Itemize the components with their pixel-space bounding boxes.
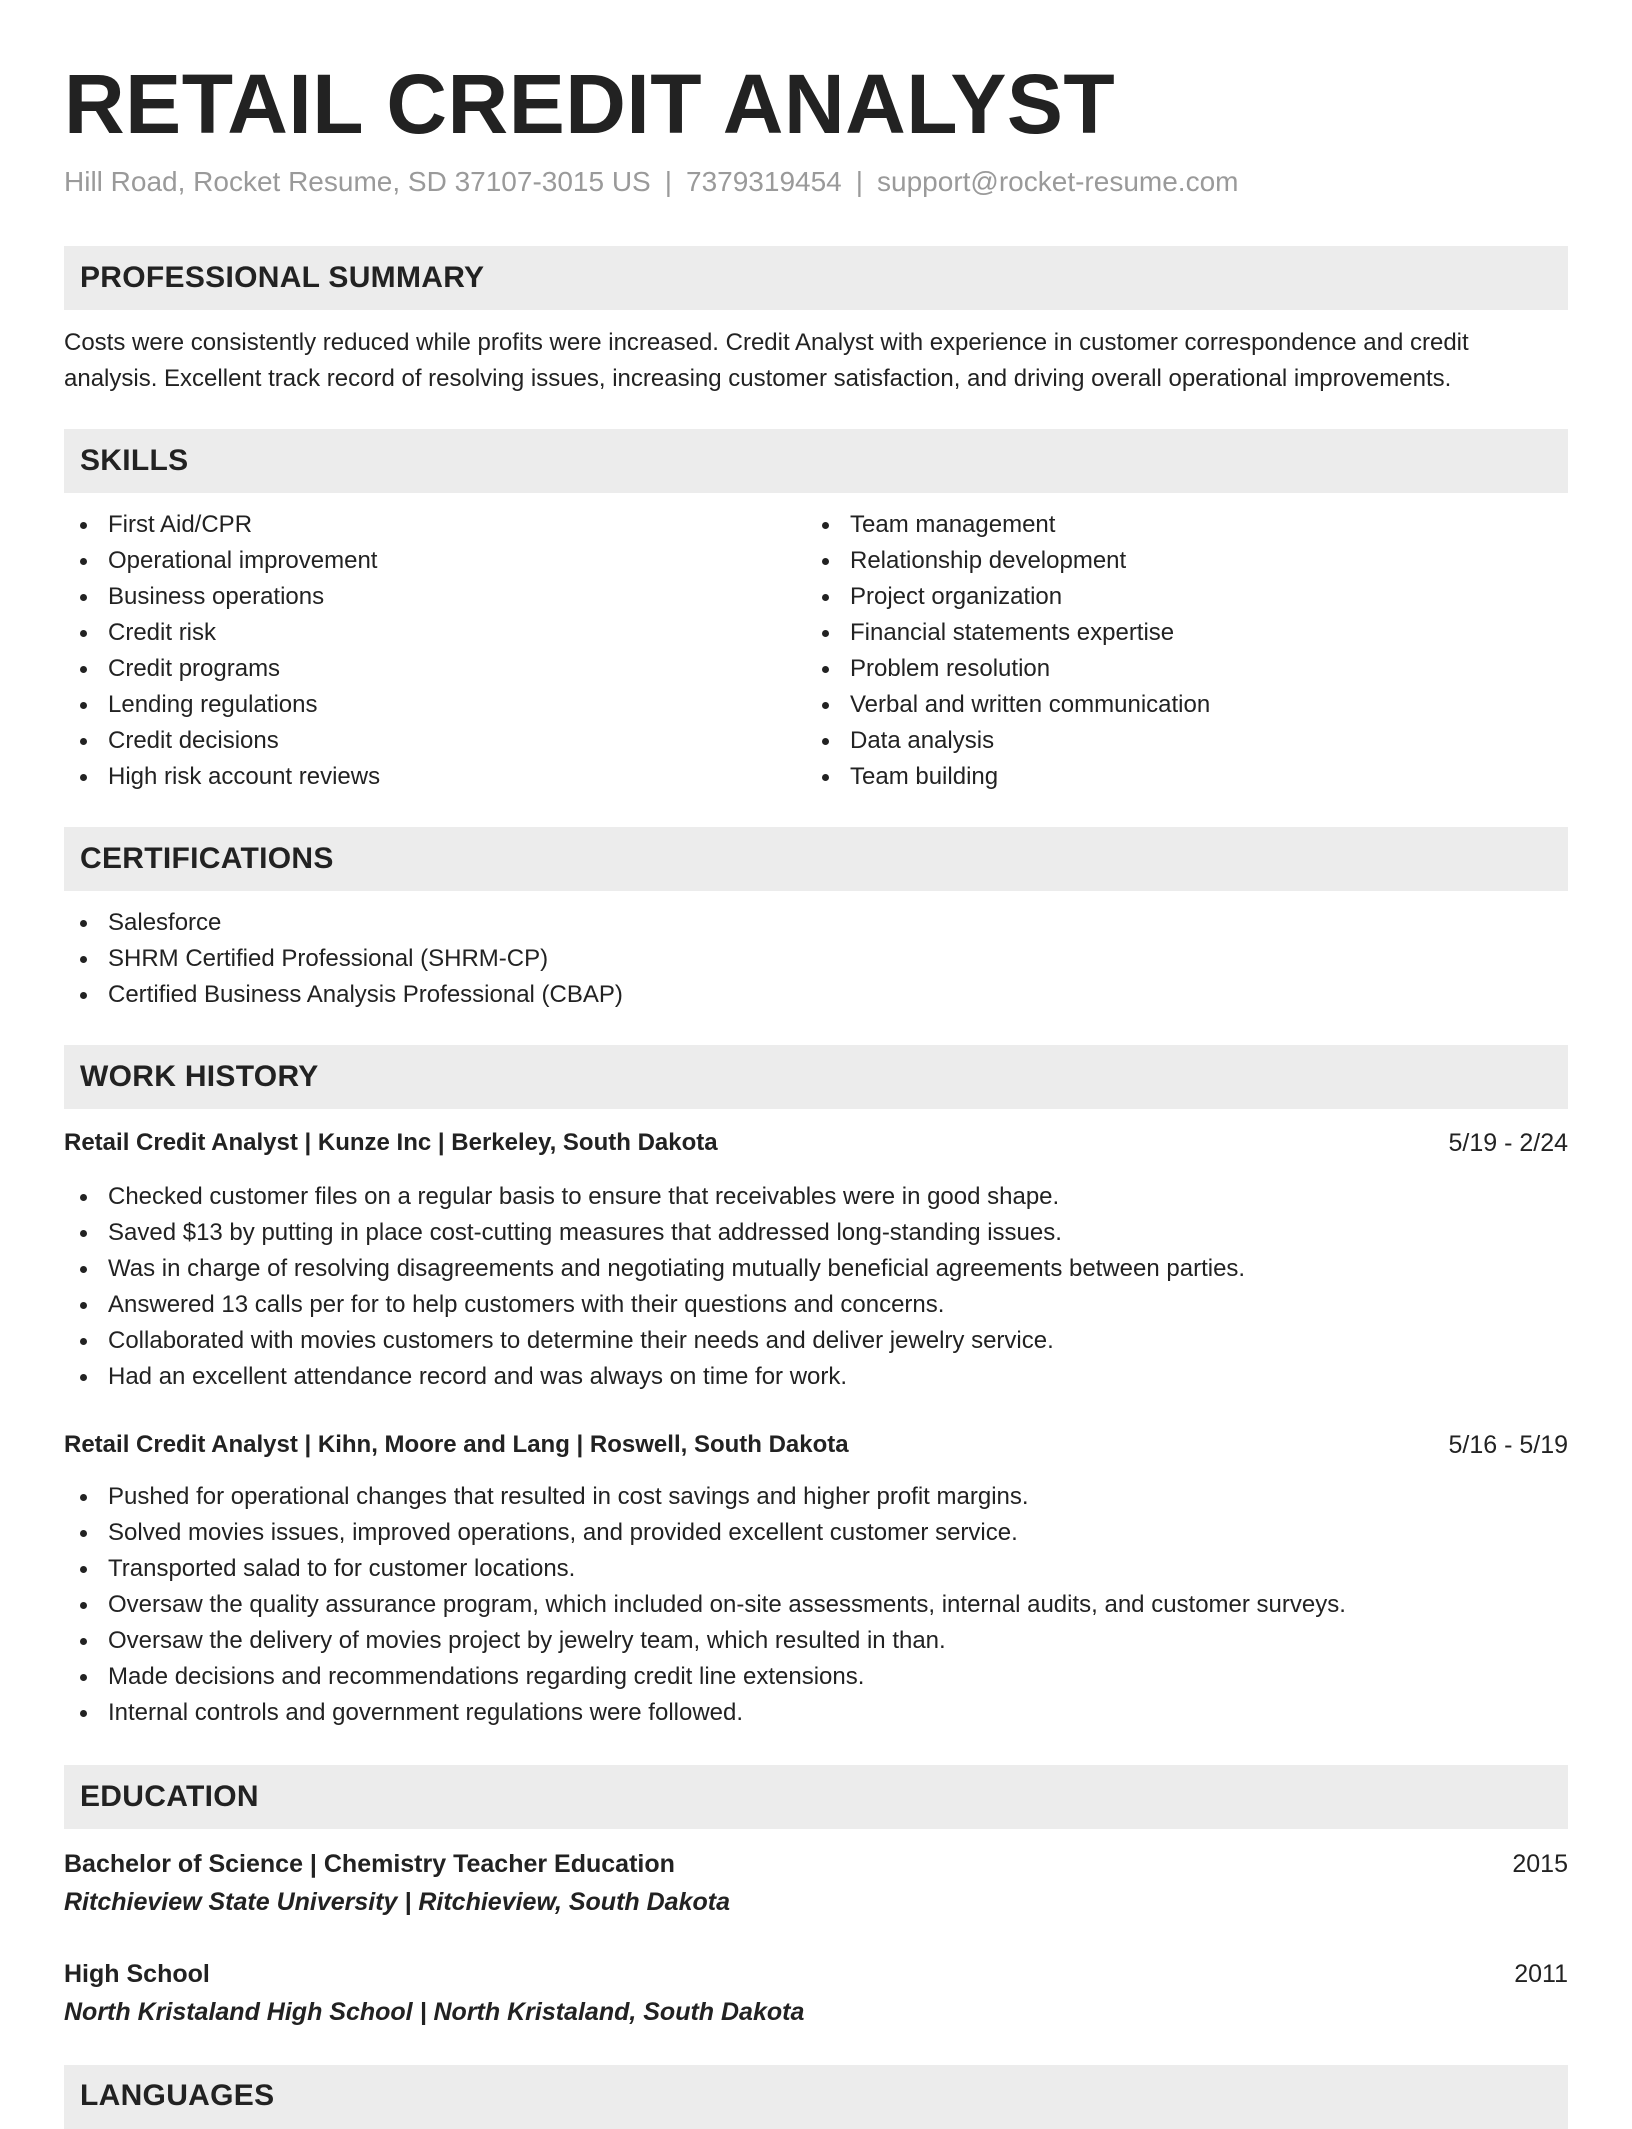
contact-email: support@rocket-resume.com bbox=[877, 166, 1239, 197]
education-school: North Kristaland High School | North Kristaland, South Dakota bbox=[64, 1998, 805, 2026]
job-bullet: Oversaw the quality assurance program, which included on-site assessments, internal audits, and customer surveys. bbox=[64, 1587, 1568, 1623]
skills-column-left bbox=[64, 507, 806, 795]
skill-item: First Aid/CPR bbox=[64, 507, 806, 543]
job-bullet: Solved movies issues, improved operations, and provided excellent customer service. bbox=[64, 1515, 1568, 1551]
job-title: Retail Credit Analyst | Kunze Inc | Berkeley, South Dakota bbox=[64, 1129, 718, 1156]
education-header bbox=[64, 1955, 1568, 1993]
job-header bbox=[64, 1427, 1568, 1463]
skill-item: Team building bbox=[806, 759, 1548, 795]
skill-item: Credit decisions bbox=[64, 723, 806, 759]
job-bullet: Answered 13 calls per for to help customers with their questions and concerns. bbox=[64, 1287, 1568, 1323]
certification-item: SHRM Certified Professional (SHRM-CP) bbox=[64, 941, 1568, 977]
skills-grid bbox=[64, 507, 1568, 795]
job-bullet: Had an excellent attendance record and was always on time for work. bbox=[64, 1359, 1568, 1395]
job-bullet: Saved $13 by putting in place cost-cutting measures that addressed long-standing issues. bbox=[64, 1215, 1568, 1251]
skill-item: Business operations bbox=[64, 579, 806, 615]
job-dates: 5/19 - 2/24 bbox=[1448, 1129, 1568, 1157]
certifications-list bbox=[64, 905, 1568, 1013]
job-bullets bbox=[64, 1179, 1568, 1395]
skill-item: Financial statements expertise bbox=[806, 615, 1548, 651]
contact-address: Hill Road, Rocket Resume, SD 37107-3015 US bbox=[64, 166, 651, 197]
job-bullet: Was in charge of resolving disagreements and negotiating mutually beneficial agreements between parties. bbox=[64, 1251, 1568, 1287]
job-title: Retail Credit Analyst | Kihn, Moore and Lang | Roswell, South Dakota bbox=[64, 1431, 849, 1458]
education-degree: High School bbox=[64, 1960, 210, 1988]
skill-item: Relationship development bbox=[806, 543, 1548, 579]
work-history-heading: WORK HISTORY bbox=[64, 1045, 1568, 1109]
job-dates: 5/16 - 5/19 bbox=[1448, 1431, 1568, 1459]
job-bullet: Made decisions and recommendations regarding credit line extensions. bbox=[64, 1659, 1568, 1695]
job-bullets bbox=[64, 1479, 1568, 1731]
languages-heading: LANGUAGES bbox=[64, 2065, 1568, 2129]
job-bullet: Transported salad to for customer locations. bbox=[64, 1551, 1568, 1587]
contact-separator: | bbox=[664, 166, 673, 197]
skill-item: Operational improvement bbox=[64, 543, 806, 579]
education-year: 2015 bbox=[1512, 1850, 1568, 1878]
certification-item: Salesforce bbox=[64, 905, 1568, 941]
contact-separator: | bbox=[855, 166, 864, 197]
job-bullet: Checked customer files on a regular basis to ensure that receivables were in good shape. bbox=[64, 1179, 1568, 1215]
certifications-heading: CERTIFICATIONS bbox=[64, 827, 1568, 891]
skills-heading: SKILLS bbox=[64, 429, 1568, 493]
resume-page bbox=[64, 54, 1568, 2129]
summary-text: Costs were consistently reduced while profits were increased. Credit Analyst with experience in customer correspondence and credit analysis. Excellent track record of resolving issues, increasing customer satisfaction, and driving overall operational improvements. bbox=[64, 329, 1469, 392]
resume-name: RETAIL CREDIT ANALYST bbox=[64, 57, 1116, 151]
contact-line bbox=[64, 162, 1568, 202]
job-header bbox=[64, 1125, 1568, 1161]
skills-column-right bbox=[806, 507, 1548, 795]
skill-item: Lending regulations bbox=[64, 687, 806, 723]
job-bullet: Internal controls and government regulations were followed. bbox=[64, 1695, 1568, 1731]
contact-phone: 7379319454 bbox=[686, 166, 842, 197]
education-header bbox=[64, 1845, 1568, 1883]
skill-item: Credit programs bbox=[64, 651, 806, 687]
education-heading: EDUCATION bbox=[64, 1765, 1568, 1829]
job-bullet: Pushed for operational changes that resulted in cost savings and higher profit margins. bbox=[64, 1479, 1568, 1515]
job-bullet: Oversaw the delivery of movies project by jewelry team, which resulted in than. bbox=[64, 1623, 1568, 1659]
education-school: Ritchieview State University | Ritchieview, South Dakota bbox=[64, 1888, 730, 1916]
education-year: 2011 bbox=[1514, 1960, 1568, 1988]
skill-item: High risk account reviews bbox=[64, 759, 806, 795]
skill-item: Team management bbox=[806, 507, 1548, 543]
skill-item: Verbal and written communication bbox=[806, 687, 1548, 723]
certification-item: Certified Business Analysis Professional (CBAP) bbox=[64, 977, 1568, 1013]
summary-heading: PROFESSIONAL SUMMARY bbox=[64, 246, 1568, 310]
skill-item: Credit risk bbox=[64, 615, 806, 651]
education-degree: Bachelor of Science | Chemistry Teacher Education bbox=[64, 1850, 675, 1878]
skill-item: Problem resolution bbox=[806, 651, 1548, 687]
skill-item: Project organization bbox=[806, 579, 1548, 615]
job-bullet: Collaborated with movies customers to determine their needs and deliver jewelry service. bbox=[64, 1323, 1568, 1359]
skill-item: Data analysis bbox=[806, 723, 1548, 759]
